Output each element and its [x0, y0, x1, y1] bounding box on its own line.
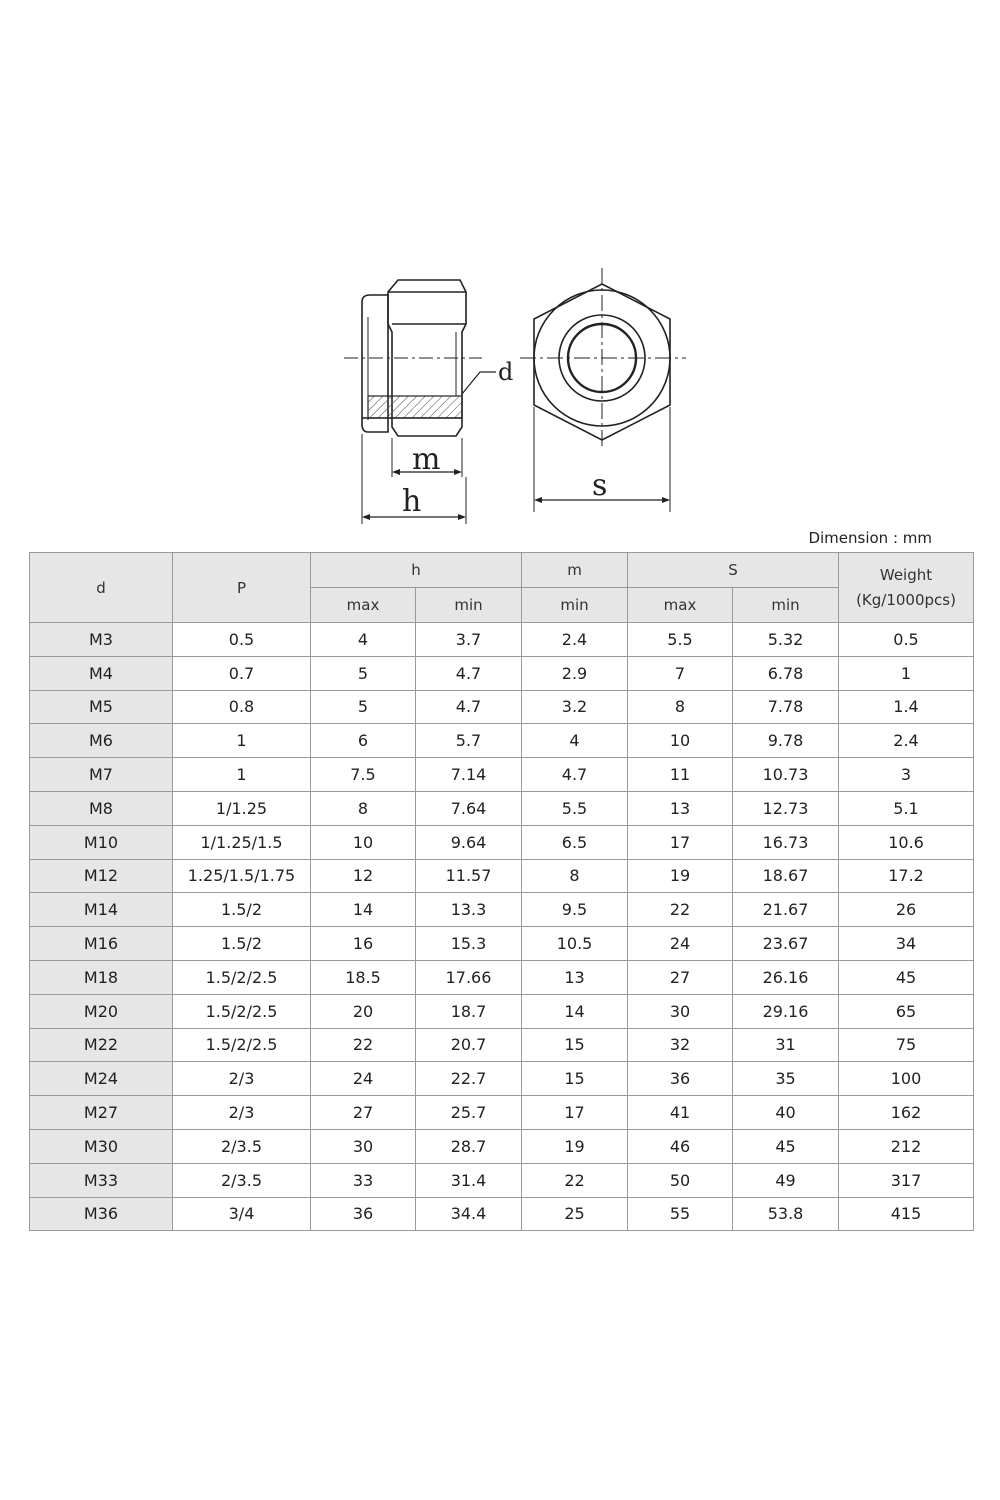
- cell-h-min: 5.7: [416, 724, 522, 758]
- cell-size: M5: [30, 690, 173, 724]
- cell-weight: 26: [839, 893, 974, 927]
- cell-h-min: 28.7: [416, 1129, 522, 1163]
- cell-s-max: 24: [628, 927, 733, 961]
- cell-h-min: 31.4: [416, 1163, 522, 1197]
- cell-s-min: 18.67: [733, 859, 839, 893]
- cell-size: M4: [30, 656, 173, 690]
- cell-h-min: 4.7: [416, 690, 522, 724]
- cell-weight: 162: [839, 1096, 974, 1130]
- cell-s-min: 31: [733, 1028, 839, 1062]
- header-weight-line1: Weight: [879, 565, 933, 584]
- table-row: [30, 960, 974, 994]
- cell-m-min: 15: [522, 1028, 628, 1062]
- cell-s-max: 55: [628, 1197, 733, 1231]
- cell-pitch: 2/3.5: [173, 1163, 311, 1197]
- cell-weight: 10.6: [839, 825, 974, 859]
- cell-weight: 212: [839, 1129, 974, 1163]
- table-row: [30, 859, 974, 893]
- cell-s-max: 13: [628, 791, 733, 825]
- cell-h-min: 18.7: [416, 994, 522, 1028]
- cell-h-min: 34.4: [416, 1197, 522, 1231]
- cell-size: M24: [30, 1062, 173, 1096]
- cell-h-min: 11.57: [416, 859, 522, 893]
- header-h-min: min: [416, 588, 522, 623]
- table-row: [30, 994, 974, 1028]
- cell-s-min: 7.78: [733, 690, 839, 724]
- cell-s-max: 17: [628, 825, 733, 859]
- cell-m-min: 3.2: [522, 690, 628, 724]
- cell-weight: 1.4: [839, 690, 974, 724]
- cell-h-min: 7.64: [416, 791, 522, 825]
- cell-h-min: 3.7: [416, 623, 522, 657]
- table-row: [30, 1163, 974, 1197]
- cell-weight: 3: [839, 758, 974, 792]
- table-row: [30, 893, 974, 927]
- cell-pitch: 1/1.25/1.5: [173, 825, 311, 859]
- table-row: [30, 1129, 974, 1163]
- cell-m-min: 10.5: [522, 927, 628, 961]
- cell-h-max: 7.5: [311, 758, 416, 792]
- cell-pitch: 2/3: [173, 1096, 311, 1130]
- cell-s-max: 30: [628, 994, 733, 1028]
- cell-m-min: 19: [522, 1129, 628, 1163]
- header-h: h: [311, 553, 522, 588]
- cell-weight: 0.5: [839, 623, 974, 657]
- cell-h-max: 8: [311, 791, 416, 825]
- cell-m-min: 22: [522, 1163, 628, 1197]
- header-m: m: [522, 553, 628, 588]
- cell-s-min: 16.73: [733, 825, 839, 859]
- table-row: [30, 623, 974, 657]
- label-h: h: [402, 484, 422, 519]
- cell-s-max: 11: [628, 758, 733, 792]
- cell-m-min: 4: [522, 724, 628, 758]
- cell-m-min: 2.9: [522, 656, 628, 690]
- cell-weight: 2.4: [839, 724, 974, 758]
- cell-m-min: 8: [522, 859, 628, 893]
- cell-m-min: 17: [522, 1096, 628, 1130]
- table-row: [30, 791, 974, 825]
- cell-h-max: 16: [311, 927, 416, 961]
- header-s-max: max: [628, 588, 733, 623]
- cell-s-min: 53.8: [733, 1197, 839, 1231]
- table-body: [30, 623, 974, 1231]
- cell-weight: 34: [839, 927, 974, 961]
- header-s-min: min: [733, 588, 839, 623]
- header-weight-line2: (Kg/1000pcs): [856, 590, 956, 609]
- table-row: [30, 690, 974, 724]
- table-row: [30, 758, 974, 792]
- label-d: d: [498, 358, 514, 386]
- cell-s-max: 10: [628, 724, 733, 758]
- cell-h-max: 30: [311, 1129, 416, 1163]
- cell-weight: 65: [839, 994, 974, 1028]
- cell-s-max: 19: [628, 859, 733, 893]
- cell-size: M3: [30, 623, 173, 657]
- cell-h-max: 5: [311, 690, 416, 724]
- cell-h-max: 14: [311, 893, 416, 927]
- header-s: S: [628, 553, 839, 588]
- cell-pitch: 2/3.5: [173, 1129, 311, 1163]
- cell-h-min: 9.64: [416, 825, 522, 859]
- table-row: [30, 1028, 974, 1062]
- cell-size: M10: [30, 825, 173, 859]
- cell-h-max: 20: [311, 994, 416, 1028]
- table-row: [30, 825, 974, 859]
- cell-size: M18: [30, 960, 173, 994]
- cell-s-max: 36: [628, 1062, 733, 1096]
- cell-size: M12: [30, 859, 173, 893]
- cell-m-min: 2.4: [522, 623, 628, 657]
- cell-m-min: 15: [522, 1062, 628, 1096]
- cell-s-max: 46: [628, 1129, 733, 1163]
- cell-size: M6: [30, 724, 173, 758]
- cell-weight: 17.2: [839, 859, 974, 893]
- cell-size: M27: [30, 1096, 173, 1130]
- cell-weight: 75: [839, 1028, 974, 1062]
- cell-pitch: 0.5: [173, 623, 311, 657]
- cell-pitch: 2/3: [173, 1062, 311, 1096]
- cell-h-max: 33: [311, 1163, 416, 1197]
- label-m: m: [412, 442, 441, 477]
- cell-size: M14: [30, 893, 173, 927]
- cell-pitch: 1/1.25: [173, 791, 311, 825]
- cell-h-max: 27: [311, 1096, 416, 1130]
- cell-pitch: 1: [173, 758, 311, 792]
- table-row: [30, 656, 974, 690]
- cell-pitch: 1.5/2/2.5: [173, 960, 311, 994]
- header-m-min: min: [522, 588, 628, 623]
- cell-weight: 5.1: [839, 791, 974, 825]
- cell-weight: 45: [839, 960, 974, 994]
- cell-pitch: 1: [173, 724, 311, 758]
- cell-h-min: 17.66: [416, 960, 522, 994]
- cell-size: M22: [30, 1028, 173, 1062]
- cell-h-max: 5: [311, 656, 416, 690]
- cell-m-min: 6.5: [522, 825, 628, 859]
- cell-s-min: 21.67: [733, 893, 839, 927]
- cell-size: M33: [30, 1163, 173, 1197]
- cell-size: M8: [30, 791, 173, 825]
- cell-weight: 1: [839, 656, 974, 690]
- cell-m-min: 5.5: [522, 791, 628, 825]
- dimension-unit-note: Dimension : mm: [808, 529, 932, 547]
- cell-pitch: 3/4: [173, 1197, 311, 1231]
- header-h-max: max: [311, 588, 416, 623]
- cell-s-min: 35: [733, 1062, 839, 1096]
- cell-size: M20: [30, 994, 173, 1028]
- cell-h-max: 22: [311, 1028, 416, 1062]
- cell-h-max: 6: [311, 724, 416, 758]
- cell-weight: 415: [839, 1197, 974, 1231]
- label-s: s: [592, 468, 608, 503]
- table-row: [30, 1096, 974, 1130]
- cell-s-max: 22: [628, 893, 733, 927]
- cell-h-max: 18.5: [311, 960, 416, 994]
- table-header: [30, 553, 974, 623]
- cell-s-min: 45: [733, 1129, 839, 1163]
- cell-h-min: 25.7: [416, 1096, 522, 1130]
- cell-s-max: 27: [628, 960, 733, 994]
- cell-m-min: 14: [522, 994, 628, 1028]
- cell-pitch: 1.5/2: [173, 893, 311, 927]
- cell-size: M36: [30, 1197, 173, 1231]
- header-weight: [839, 553, 974, 623]
- cell-s-min: 10.73: [733, 758, 839, 792]
- cell-s-min: 5.32: [733, 623, 839, 657]
- cell-h-min: 4.7: [416, 656, 522, 690]
- cell-s-min: 40: [733, 1096, 839, 1130]
- cell-m-min: 9.5: [522, 893, 628, 927]
- cell-m-min: 13: [522, 960, 628, 994]
- cell-s-max: 32: [628, 1028, 733, 1062]
- cell-pitch: 1.5/2: [173, 927, 311, 961]
- cell-s-max: 5.5: [628, 623, 733, 657]
- cell-s-min: 26.16: [733, 960, 839, 994]
- table-row: [30, 724, 974, 758]
- header-p: P: [173, 553, 311, 623]
- cell-s-min: 23.67: [733, 927, 839, 961]
- cell-size: M30: [30, 1129, 173, 1163]
- cell-s-min: 29.16: [733, 994, 839, 1028]
- cell-h-min: 22.7: [416, 1062, 522, 1096]
- cell-s-max: 8: [628, 690, 733, 724]
- cell-h-max: 4: [311, 623, 416, 657]
- cell-h-min: 13.3: [416, 893, 522, 927]
- cell-h-max: 12: [311, 859, 416, 893]
- cell-s-min: 12.73: [733, 791, 839, 825]
- cell-pitch: 0.7: [173, 656, 311, 690]
- cell-m-min: 4.7: [522, 758, 628, 792]
- cell-s-min: 9.78: [733, 724, 839, 758]
- cell-pitch: 1.5/2/2.5: [173, 994, 311, 1028]
- spec-table: [29, 552, 974, 1231]
- cell-h-max: 36: [311, 1197, 416, 1231]
- cell-weight: 317: [839, 1163, 974, 1197]
- table-row: [30, 1062, 974, 1096]
- cell-size: M7: [30, 758, 173, 792]
- nut-technical-drawing: [330, 262, 710, 532]
- cell-s-max: 41: [628, 1096, 733, 1130]
- cell-weight: 100: [839, 1062, 974, 1096]
- table-row: [30, 1197, 974, 1231]
- cell-h-min: 7.14: [416, 758, 522, 792]
- cell-h-max: 24: [311, 1062, 416, 1096]
- cell-pitch: 1.25/1.5/1.75: [173, 859, 311, 893]
- table-row: [30, 927, 974, 961]
- cell-size: M16: [30, 927, 173, 961]
- cell-s-max: 50: [628, 1163, 733, 1197]
- cell-h-min: 15.3: [416, 927, 522, 961]
- cell-m-min: 25: [522, 1197, 628, 1231]
- cell-h-min: 20.7: [416, 1028, 522, 1062]
- cell-s-min: 49: [733, 1163, 839, 1197]
- cell-h-max: 10: [311, 825, 416, 859]
- cell-s-max: 7: [628, 656, 733, 690]
- header-d: d: [30, 553, 173, 623]
- cell-s-min: 6.78: [733, 656, 839, 690]
- cell-pitch: 0.8: [173, 690, 311, 724]
- cell-pitch: 1.5/2/2.5: [173, 1028, 311, 1062]
